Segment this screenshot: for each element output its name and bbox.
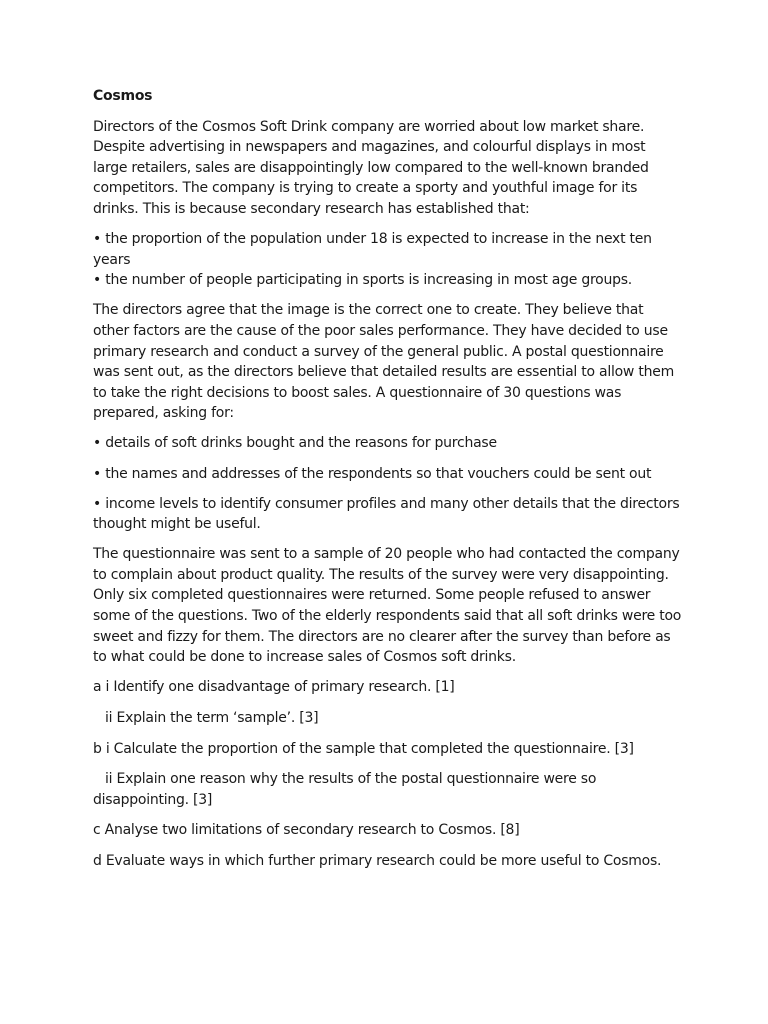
questionnaire-item: • income levels to identify consumer profiles and many other details that the directors thought might be useful. [93,495,680,533]
questionnaire-item: • the names and addresses of the respondents so that vouchers could be sent out [93,465,652,482]
survey-paragraph: The questionnaire was sent to a sample of 20 people who had contacted the company to complain about product quality. The results of the survey were very disappointing. Only six completed questionnaires were returned. Some people refused to answer some of the questions. Two of the elderly respondents said that all soft drinks were too sweet and fizzy for them. The directors are no clearer after the survey than before as to what could be done to increase sales of Cosmos soft drinks. [93,546,682,666]
document-page [93,86,683,882]
research-point: • the number of people participating in sports is increasing in most age groups. [93,272,632,289]
question-a-i: a i Identify one disadvantage of primary research. [1] [93,679,455,696]
question-c: c Analyse two limitations of secondary research to Cosmos. [8] [93,822,520,839]
question-a-ii: ii Explain the term ‘sample’. [3] [105,709,319,726]
questionnaire-item: • details of soft drinks bought and the reasons for purchase [93,435,497,452]
question-d: d Evaluate ways in which further primary research could be more useful to Cosmos. [93,852,662,869]
document-title: Cosmos [93,88,153,104]
intro-paragraph: Directors of the Cosmos Soft Drink company are worried about low market share. Despite advertising in newspapers and magazines, and colourful displays in most large retailers, sales are disappointingly low compared to the well-known branded competitors. The company is trying to create a sporty and youthful image for its drinks. This is because secondary research has established that: [93,118,649,217]
research-point: • the proportion of the population under 18 is expected to increase in the next ten years [93,231,652,268]
directors-paragraph: The directors agree that the image is the correct one to create. They believe that other factors are the cause of the poor sales performance. They have decided to use primary research and conduct a survey of the general public. A postal questionnaire was sent out, as the directors believe that detailed results are essential to allow them to take the right decisions to boost sales. A questionnaire of 30 questions was prepared, asking for: [93,302,674,422]
research-points-list [93,229,683,291]
question-b-ii: ii Explain one reason why the results of the postal questionnaire were so disappointing. [3] [93,771,597,808]
question-b-i: b i Calculate the proportion of the sample that completed the questionnaire. [3] [93,740,634,757]
